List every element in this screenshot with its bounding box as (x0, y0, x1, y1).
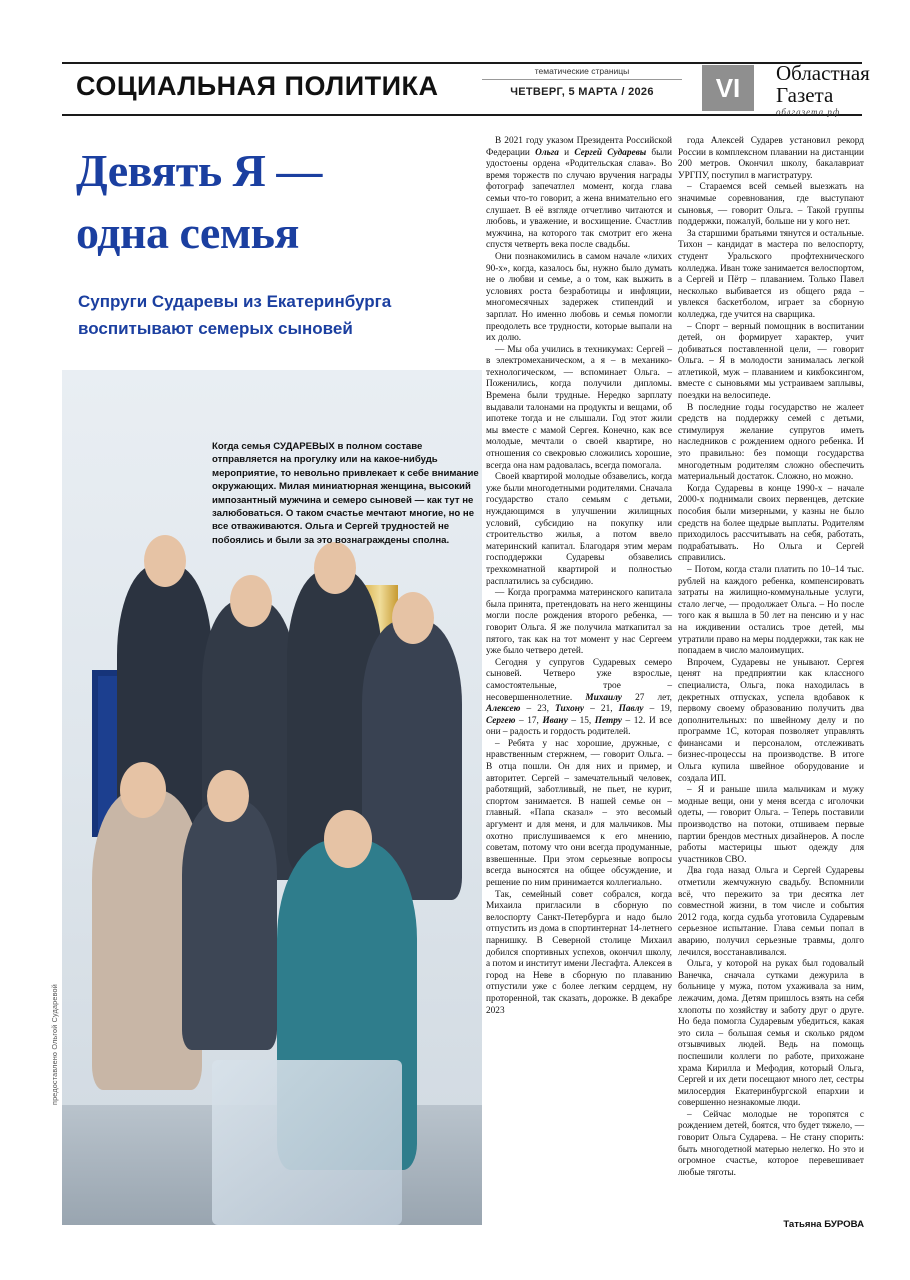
paragraph: Когда Сударевы в конце 1990-х – начале 2000-х поднимали своих первенцев, детские пособия были мизерными, у казны не было средств на более щедрые выплаты. Родителям приходилось рассчитывать на себя, работать, подрабатывать. Но Ольга и Сергей справились. (678, 483, 864, 564)
paragraph: В последние годы государство не жалеет средств на поддержку семей с детьми, стимулируя желание супругов иметь наследников с рождением одного ребенка. И это правильно: без помощи государства многодетным родителям сложно обеспечить материальный достаток. Сложно, но можно. (678, 402, 864, 483)
paragraph: Они познакомились в самом начале «лихих 90-х», когда, казалось бы, нужно было думать не о любви и семье, а о том, как выжить в условиях роста безработицы и инфляции, многомесячных задержек стипендий и зарплат. Но именно любовь и семья помогли преодолеть все трудности, которые выпали на их долю. (486, 251, 672, 344)
photo-head-mother (120, 762, 166, 818)
paragraph: – Стараемся всей семьей выезжать на значимые соревнования, где выступают сыновья, — говорит Ольга. – Такой группы поддержки, пожалуй, больше ни у кого нет. (678, 182, 864, 228)
masthead (62, 61, 870, 117)
paragraph: В 2021 году указом Президента Российской Федерации Ольга и Сергей Сударевы были удостоены ордена «Родительская слава». Во время торжеств по случаю вручения награды фотограф запечатлел момент, когда глава семьи что-то говорит, а жена внимательно его слушает. В её взгляде отчетливо читаются и любовь, и уважение, и восхищение. Счастлив мужчина, на которого так смотрит его жена спустя четверть века после свадьбы. (486, 136, 673, 251)
dateline: ЧЕТВЕРГ, 5 МАРТА / 2026 (510, 86, 654, 98)
brand-line-2: Газета (776, 83, 834, 107)
body-column-3 (678, 136, 864, 1221)
masthead-top-rule (62, 62, 862, 64)
paragraph: За старшими братьями тянутся и остальные. Тихон – кандидат в мастера по велоспорту, студент Уральского профтехнического колледжа. Иван тоже занимается велоспортом, а Сергей и Пётр – плаванием. Только Павел несколько выбивается из общего ряда – увлекся баскетболом, играет за сборную колледжа, где учится на сварщика. (678, 228, 864, 320)
brand-line-1: Областная (776, 61, 870, 85)
photo-head-5 (207, 770, 249, 822)
masthead-center-block (482, 66, 682, 98)
article-byline: Татьяна БУРОВА (783, 1219, 864, 1230)
photo-person-5 (182, 800, 277, 1050)
masthead-bottom-rule (62, 114, 862, 116)
page-number-badge: VI (702, 65, 754, 111)
paragraph: – Сейчас молодые не торопятся с рождением детей, боятся, что будет тяжело, — говорит Ольга Сударева. – Не стану спорить: быть многодетной матерью нелегко. Но это и огромное счастье, которое перевешивает любые тяготы. (678, 1109, 864, 1178)
paragraph: Ольга, у которой на руках был годовалый Ванечка, сначала сутками дежурила в больнице у мужа, потом ухаживала за ним, лежачим, дома. Детям пришлось взять на себя хлопоты по хозяйству и заботу друг о друге. Но беда помогла Сударевым убедиться, какая это сила – большая семья и сколько рядом отзывчивых людей. Ведь на помощь поспешили коллеги по работе, прихожане храма Кирилла и Мефодия, который Ольга, Сергей и их дети посещают много лет, сестры милосердия Екатеринбургской епархии и совершенно незнакомые люди. (678, 959, 864, 1109)
paragraph: – Ребята у нас хорошие, дружные, с нравственным стержнем, — говорит Ольга. – В отца пошли. Он для них и пример, и авторитет. Сергей – замечательный человек, работящий, заботливый, не пьет, не курит, спортом занимается. В нашей семье он – главный. «Папа сказал» – это весомый аргумент и для меня, и для мальчиков. Мы охотно прислушиваемся к его мнению, советам, потому что они всегда продуманные, взвешенные. При этом серьезные вопросы всегда выносятся на общее обсуждение, и решение по ним принимается коллегиально. (486, 738, 672, 888)
paragraph: Впрочем, Сударевы не унывают. Сергея ценят на предприятии как классного специалиста, Ольга, пока находилась в декретных отпусках, успела вдобавок к первому своему образованию получить два дополнительных: по швейному делу и по программе 1С, которая позволяет управлять финансами и персоналом, отслеживать бизнес-процессы на производстве. В итоге Ольга купила швейное оборудование и создала ИП. (678, 657, 864, 784)
photo-head-2 (230, 575, 272, 627)
photo-head-father (324, 810, 372, 868)
article-headline (76, 140, 476, 264)
headline-line-2: одна семья (76, 207, 299, 258)
body-column-2 (486, 136, 672, 1221)
photo-medals (212, 1060, 402, 1225)
photo-head-3 (314, 542, 356, 594)
lead-paragraph (212, 440, 482, 547)
paragraph: Два года назад Ольга и Сергей Сударевы отметили жемчужную свадьбу. Вспомнили всё, что пережито за три десятка лет совместной жизни, в том числе и события 2012 года, когда судьба уготовила Сударевым серьезное испытание. Глава семьи попал в аварию, получил серьезные травмы, долго лечился, восстанавливался. (678, 866, 864, 958)
subheadline-line-2: воспитывают семерых сыновей (78, 319, 353, 338)
newspaper-brand (776, 62, 910, 117)
brand-website: облгазета.рф (776, 107, 841, 117)
paragraph: – Потом, когда стали платить по 10–14 тыс. рублей на каждого ребенка, компенсировать затраты на жилищно-коммунальные услуги, стало легче, — продолжает Ольга. – Но после того как я вышла в 50 лет на пенсию и у нас на иждивении остались трое детей, мы утратили право на меры поддержки, так как не попадаем в число малоимущих. (678, 564, 864, 657)
paragraph: — Когда программа материнского капитала была принята, претендовать на него женщины могли после рождения второго ребенка, — говорит Ольга. Я же получила маткапитал за пятого, так как на тот момент у нас Сергеем уже было четверо детей. (486, 588, 672, 657)
photo-head-1 (144, 535, 186, 587)
photo-credit: предоставлено Ольгой Сударевой (50, 984, 59, 1105)
paragraph: Своей квартирой молодые обзавелись, когда уже были многодетными родителями. Сначала государство стало семьям с детьми, нуждающимся в улучшении жилищных условий, субсидию на покупку или строительство жилья, а потом ввело материнский капитал. Благодаря этим мерам господдержки Сударевы обзавелись трехкомнатной квартирой и полностью расплатились за субсидию. (486, 472, 672, 587)
paragraph: Так, семейный совет собрался, когда Михаила пригласили в сборную по велоспорту Санкт-Петербурга и надо было отпустить из дома в спортинтернат 14-летнего парнишку. В Северной столице Михаил добился спортивных успехов, окончил школу, а потом и институт имени Лесгафта. Алексея в город на Неве в сборную по плаванию отпустили уже с более легким сердцем, ну проторенной, так сказать, дорожке. В декабре 2023 (486, 889, 672, 1016)
lead-text: Когда семья СУДАРЕВЫХ в полном составе отправляется на прогулку или на какое-нибудь мероприятие, то невольно привлекает к себе внимание окружающих. Милая миниатюрная женщина, высокий импозантный мужчина и семеро сыновей — как тут не залюбоваться. О таком счастье мечтают многие, но не все отваживаются. Ольга и Сергей трудностей не побоялись и были за это вознаграждены сполна. (212, 441, 479, 546)
paragraph: – Спорт – верный помощник в воспитании детей, он формирует характер, учит добиваться поставленной цели, — говорит Ольга. – Я в молодости занималась легкой атлетикой, муж – плаванием и кикбоксингом, вместе с сыновьями мы устраиваем заплывы, поездки на велосипеде. (678, 321, 864, 402)
paragraph: года Алексей Сударев установил рекорд России в комплексном плавании на дистанции 200 метров. Окончил школу, бакалавриат УРГПУ, поступил в магистратуру. (678, 136, 864, 181)
photo-head-4 (392, 592, 434, 644)
section-title: СОЦИАЛЬНАЯ ПОЛИТИКА (76, 71, 439, 101)
paragraph: Сегодня у супругов Сударевых семеро сыновей. Четверо уже взрослые, самостоятельные, трое – несовершеннолетние. Михаилу 27 лет, Алексею – 23, Тихону – 21, Павлу – 19, Сергею – 17, Ивану – 15, Петру – 12. И все они – радость и гордость родителей. (486, 657, 673, 738)
headline-line-1: Девять Я — (76, 145, 322, 196)
thematic-label: тематические страницы (534, 66, 630, 76)
paragraph: — Мы оба учились в техникумах: Сергей – в электромеханическом, а я – в механико-технологическом, — вспоминает Ольга. – Поженились, когда получили дипломы. Времена были трудные. Нередко зарплату выдавали талонами на продукты и вещами, об ипотеке тогда и не слышали. Год этот жили мы вместе с мамой Сергея. Конечно, как все молодые, мечтали о своей квартире, но отношения со свекровью сложились хорошие, всегда она нам радовалась, всегда помогала. (486, 344, 672, 471)
article-subheadline (78, 288, 498, 342)
subheadline-line-1: Супруги Сударевы из Екатеринбурга (78, 292, 392, 311)
paragraph: – Я и раньше шила мальчикам и мужу модные вещи, они у меня всегда с иголочки одеты, — говорит Ольга. – Теперь поставили производство на потоки, отшиваем первые партии брендов местных дизайнеров. А после работы мастерицы шьют одежду для участников СВО. (678, 785, 864, 865)
